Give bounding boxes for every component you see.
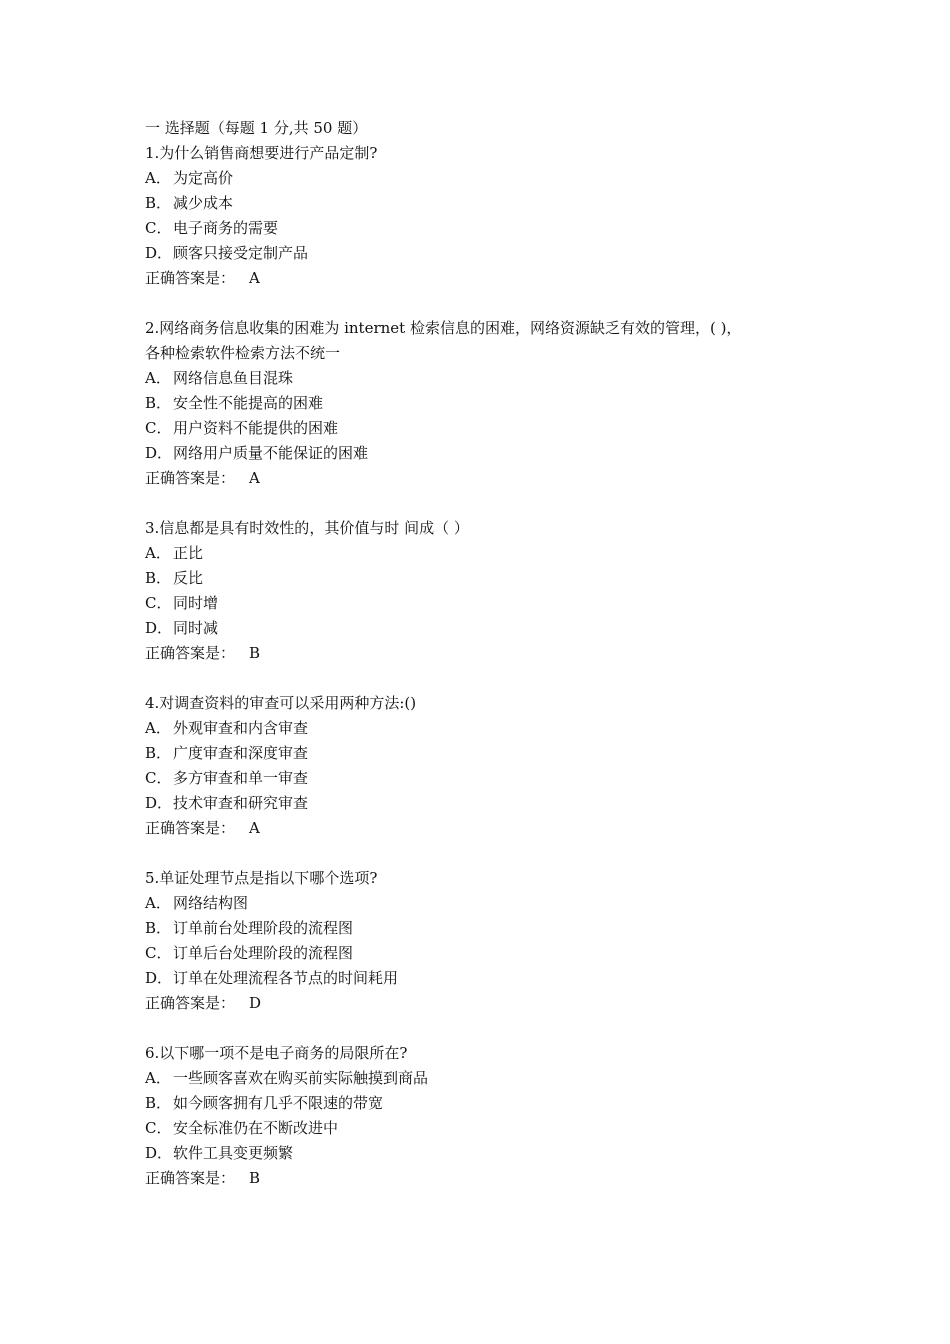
option-letter: D．: [145, 794, 173, 812]
option-text: 外观审查和内含审查: [173, 719, 309, 737]
answer-value: A: [249, 819, 260, 837]
option-letter: D．: [145, 619, 173, 637]
answer-option: [145, 191, 825, 216]
correct-answer: [145, 991, 825, 1016]
question-stem: 2.网络商务信息收集的困难为 internet 检索信息的困难，网络资源缺乏有效的管理，( )，: [145, 319, 742, 337]
option-letter: B．: [145, 1094, 172, 1112]
option-text: 多方审查和单一审查: [173, 769, 309, 787]
answer-option: [145, 941, 825, 966]
option-text: 网络信息鱼目混珠: [173, 369, 294, 387]
option-letter: D．: [145, 969, 173, 987]
answer-option: [145, 566, 825, 591]
option-letter: B．: [145, 194, 172, 212]
option-text: 电子商务的需要: [173, 219, 279, 237]
option-letter: D．: [145, 244, 173, 262]
answer-option: [145, 541, 825, 566]
answer-option: [145, 966, 825, 991]
option-text: 为定高价: [173, 169, 234, 187]
option-text: 技术审查和研究审查: [173, 794, 309, 812]
option-text: 用户资料不能提供的困难: [173, 419, 339, 437]
option-letter: B．: [145, 919, 172, 937]
answer-option: [145, 591, 825, 616]
answer-value: B: [249, 644, 261, 662]
option-letter: A．: [145, 894, 171, 912]
answer-value: A: [249, 469, 260, 487]
question-stem: 6.以下哪一项不是电子商务的局限所在?: [145, 1044, 408, 1062]
answer-option: [145, 741, 825, 766]
option-text: 安全标准仍在不断改进中: [173, 1119, 339, 1137]
answer-option: [145, 441, 825, 466]
question-block: [145, 866, 825, 1016]
correct-answer: [145, 641, 825, 666]
answer-label: 正确答案是：: [145, 644, 236, 662]
answer-value: B: [249, 1169, 261, 1187]
answer-option: [145, 416, 825, 441]
answer-option: [145, 916, 825, 941]
answer-option: [145, 1091, 825, 1116]
option-text: 一些顾客喜欢在购买前实际触摸到商品: [173, 1069, 429, 1087]
option-letter: C．: [145, 419, 172, 437]
option-text: 订单前台处理阶段的流程图: [173, 919, 354, 937]
option-letter: C．: [145, 769, 172, 787]
option-text: 同时减: [173, 619, 219, 637]
correct-answer: [145, 466, 825, 491]
question-block: [145, 516, 825, 666]
answer-option: [145, 716, 825, 741]
answer-option: [145, 616, 825, 641]
answer-option: [145, 1066, 825, 1091]
option-letter: D．: [145, 444, 173, 462]
option-text: 如今顾客拥有几乎不限速的带宽: [173, 1094, 384, 1112]
option-letter: A．: [145, 369, 171, 387]
correct-answer: [145, 816, 825, 841]
answer-option: [145, 166, 825, 191]
option-text: 减少成本: [173, 194, 234, 212]
option-letter: A．: [145, 1069, 171, 1087]
correct-answer: [145, 266, 825, 291]
option-text: 广度审查和深度审查: [173, 744, 309, 762]
option-letter: C．: [145, 1119, 172, 1137]
option-letter: A．: [145, 169, 171, 187]
question-list: [145, 141, 825, 1191]
option-text: 订单后台处理阶段的流程图: [173, 944, 354, 962]
answer-option: [145, 1116, 825, 1141]
option-letter: B．: [145, 394, 172, 412]
question-stem: 4.对调查资料的审查可以采用两种方法:(): [145, 694, 417, 712]
option-text: 网络用户质量不能保证的困难: [173, 444, 369, 462]
answer-value: D: [249, 994, 262, 1012]
answer-option: [145, 366, 825, 391]
answer-option: [145, 891, 825, 916]
answer-option: [145, 1141, 825, 1166]
option-letter: B．: [145, 569, 172, 587]
question-stem: 5.单证处理节点是指以下哪个选项?: [145, 869, 378, 887]
answer-label: 正确答案是：: [145, 269, 236, 287]
answer-option: [145, 791, 825, 816]
option-letter: C．: [145, 594, 172, 612]
answer-option: [145, 391, 825, 416]
option-letter: B．: [145, 744, 172, 762]
question-stem: 3.信息都是具有时效性的，其价值与时 间成（ ）: [145, 519, 469, 537]
answer-option: [145, 766, 825, 791]
question-block: [145, 1041, 825, 1191]
option-text: 同时增: [173, 594, 219, 612]
option-text: 顾客只接受定制产品: [173, 244, 309, 262]
option-letter: D．: [145, 1144, 173, 1162]
option-letter: A．: [145, 719, 171, 737]
answer-option: [145, 241, 825, 266]
question-block: [145, 691, 825, 841]
option-letter: C．: [145, 219, 172, 237]
correct-answer: [145, 1166, 825, 1191]
option-text: 软件工具变更频繁: [173, 1144, 294, 1162]
option-text: 正比: [173, 544, 204, 562]
question-stem: 1.为什么销售商想要进行产品定制?: [145, 144, 378, 162]
option-text: 订单在处理流程各节点的时间耗用: [173, 969, 399, 987]
question-block: [145, 141, 825, 291]
question-stem: 各种检索软件检索方法不统一: [145, 344, 341, 362]
section-title: 一 选择题（每题 1 分,共 50 题）: [145, 119, 368, 137]
option-text: 反比: [173, 569, 204, 587]
answer-label: 正确答案是：: [145, 994, 236, 1012]
answer-label: 正确答案是：: [145, 1169, 236, 1187]
document-content: [145, 116, 825, 1216]
answer-label: 正确答案是：: [145, 469, 236, 487]
answer-option: [145, 216, 825, 241]
answer-value: A: [249, 269, 260, 287]
question-block: [145, 316, 825, 491]
option-letter: A．: [145, 544, 171, 562]
option-text: 网络结构图: [173, 894, 249, 912]
option-text: 安全性不能提高的困难: [173, 394, 324, 412]
option-letter: C．: [145, 944, 172, 962]
answer-label: 正确答案是：: [145, 819, 236, 837]
